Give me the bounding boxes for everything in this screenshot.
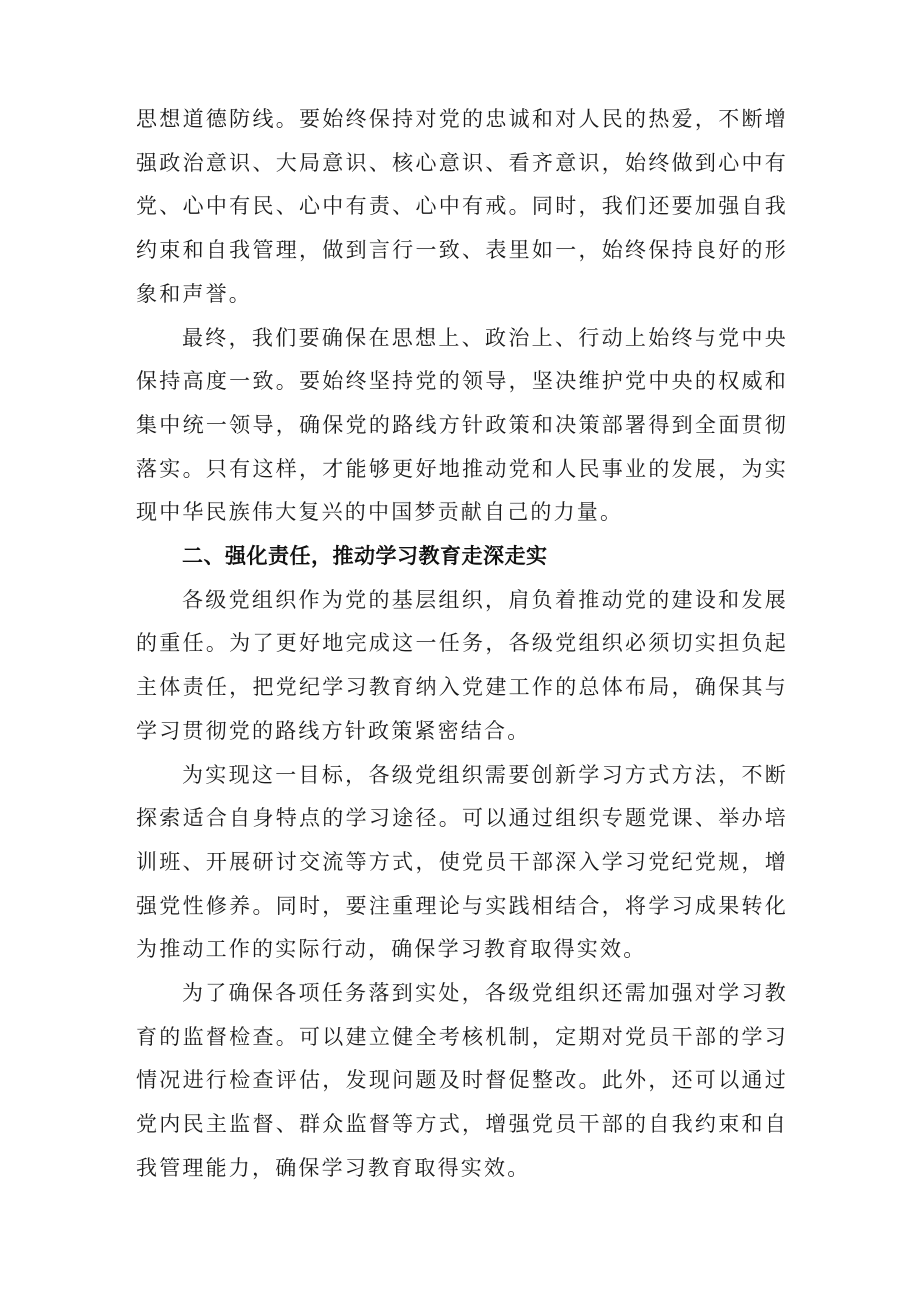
section-heading: 二、强化责任，推动学习教育走深走实 [182,544,548,569]
paragraph-conclusion: 最终，我们要确保在思想上、政治上、行动上始终与党中央保持高度一致。要始终坚持党的领导，坚决维护党中央的权威和集中统一领导，确保党的路线方针政策和决策部署得到全面贯彻落实。只有这样，才能够更好地推动党和人民事业的发展，为实现中华民族伟大复兴的中国梦贡献自己的力量。 [136,325,788,525]
paragraph-continued: 思想道德防线。要始终保持对党的忠诚和对人民的热爱，不断增强政治意识、大局意识、核心意识、看齐意识，始终做到心中有党、心中有民、心中有责、心中有戒。同时，我们还要加强自我约束和自我管理，做到言行一致、表里如一，始终保持良好的形象和声誉。 [136,107,788,306]
section-paragraph-1: 各级党组织作为党的基层组织，肩负着推动党的建设和发展的重任。为了更好地完成这一任务，各级党组织必须切实担负起主体责任，把党纪学习教育纳入党建工作的总体布局，确保其与学习贯彻党的路线方针政策紧密结合。 [136,587,788,743]
document-page [136,98,788,1191]
section-paragraph-3: 为了确保各项任务落到实处，各级党组织还需加强对学习教育的监督检查。可以建立健全考核机制，定期对党员干部的学习情况进行检查评估，发现问题及时督促整改。此外，还可以通过党内民主监督、群众监督等方式，增强党员干部的自我约束和自我管理能力，确保学习教育取得实效。 [136,981,788,1180]
section-paragraph-2: 为实现这一目标，各级党组织需要创新学习方式方法，不断探索适合自身特点的学习途径。可以通过组织专题党课、举办培训班、开展研讨交流等方式，使党员干部深入学习党纪党规，增强党性修养。同时，要注重理论与实践相结合，将学习成果转化为推动工作的实际行动，确保学习教育取得实效。 [136,762,788,962]
